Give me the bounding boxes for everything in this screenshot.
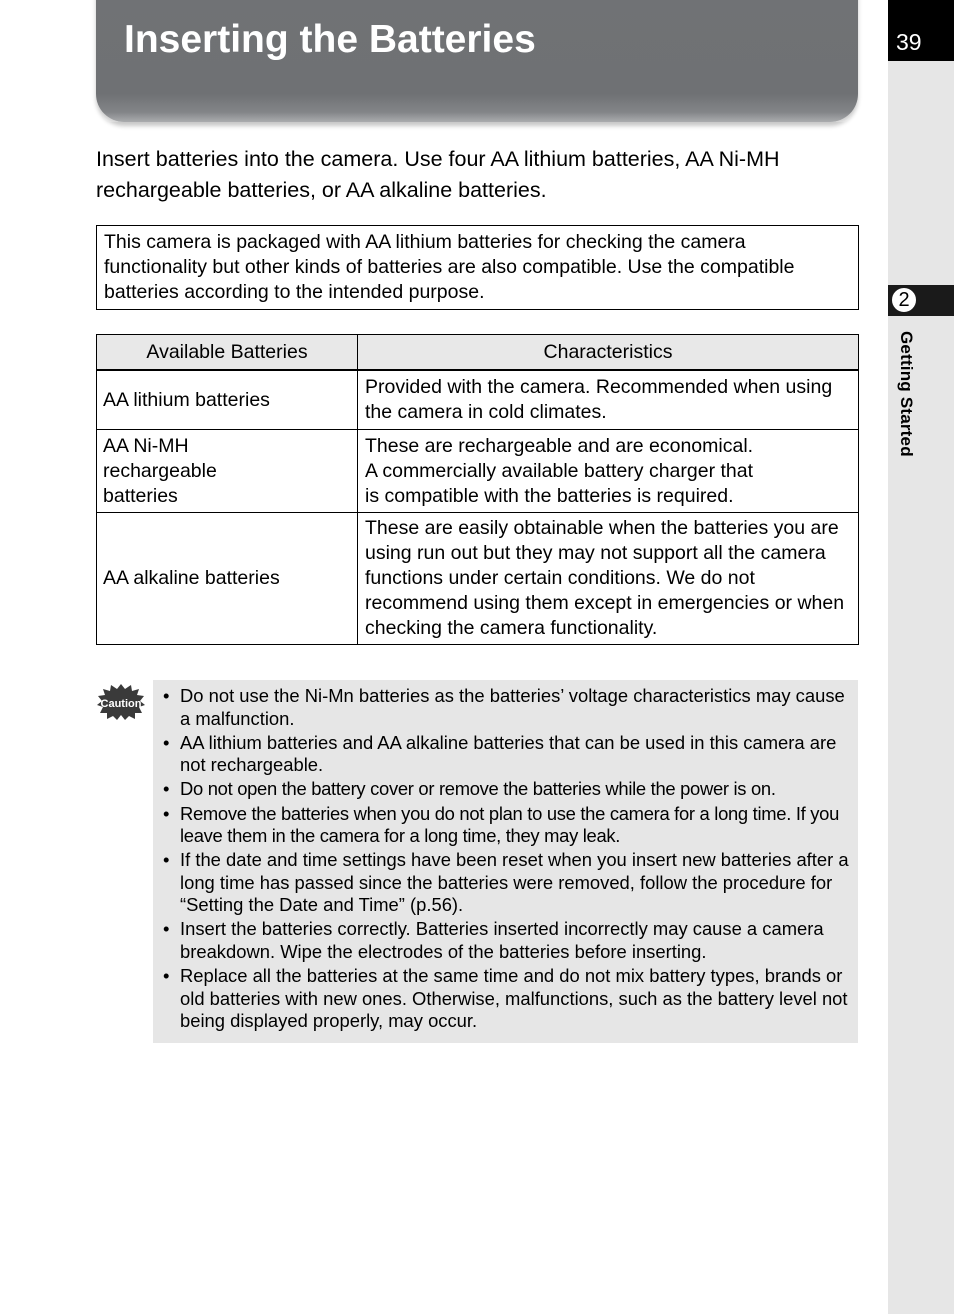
battery-name: AA alkaline batteries — [97, 513, 358, 645]
caution-item — [160, 803, 856, 848]
bullet: • — [163, 918, 170, 940]
page-title: Inserting the Batteries — [124, 18, 536, 61]
battery-table — [96, 334, 859, 645]
battery-name: AA lithium batteries — [97, 370, 358, 430]
battery-characteristics — [358, 513, 859, 645]
intro-paragraph: Insert batteries into the camera. Use four AA lithium batteries, AA Ni-MH rechargeable batteries, or AA alkaline batteries. — [96, 147, 780, 202]
caution-item — [160, 685, 856, 730]
characteristic-line: Provided with the camera. Recommended when using the camera in cold climates. — [365, 376, 833, 423]
note-box: This camera is packaged with AA lithium batteries for checking the camera functionality but other kinds of batteries are also compatible. Use the compatible batteries according to the intended purpose. — [96, 225, 859, 310]
table-row — [97, 370, 859, 430]
bullet: • — [163, 965, 170, 987]
caution-item — [160, 732, 856, 777]
caution-item-text: Replace all the batteries at the same time and do not mix battery types, brands or old batteries with new ones. Otherwise, malfunctions, such as the battery level not being displayed properly, may occur. — [180, 965, 848, 1032]
bullet: • — [163, 685, 170, 706]
characteristic-line: These are rechargeable and are economical. — [365, 434, 754, 457]
table-header-battery: Available Batteries — [97, 335, 358, 371]
characteristic-line: A commercially available battery charger that is compatible with the batteries is required. — [365, 459, 754, 507]
caution-icon — [97, 684, 145, 720]
table-header-characteristics: Characteristics — [358, 335, 859, 371]
caution-item-text: Insert the batteries correctly. Batteries inserted incorrectly may cause a camera breakdown. Wipe the electrodes of the batteries before inserting. — [180, 918, 824, 962]
caution-item — [160, 965, 856, 1033]
bullet: • — [163, 802, 170, 824]
page-number: 39 — [888, 0, 954, 61]
table-row — [97, 430, 859, 513]
chapter-label: Getting Started — [897, 331, 916, 457]
caution-list — [160, 685, 856, 1034]
battery-name: AA Ni-MH rechargeable batteries — [97, 430, 358, 513]
battery-characteristics — [358, 370, 859, 430]
table-row — [97, 513, 859, 645]
chapter-number: 2 — [891, 287, 917, 313]
caution-icon-label: Caution — [100, 698, 142, 710]
characteristic-line: These are easily obtainable when the batteries you are using run out but they may not support all the camera functions under certain conditions. We do not recommend using them except in emergencies or when checking the camera functionality. — [365, 517, 845, 639]
bullet: • — [163, 731, 170, 753]
caution-item-text: AA lithium batteries and AA alkaline batteries that can be used in this camera are not rechargeable. — [180, 731, 837, 776]
bullet: • — [163, 849, 170, 871]
caution-item-text: If the date and time settings have been reset when you insert new batteries after a long time has passed since the batteries were removed, follow the procedure for “Setting the Date and Time” (p.56). — [180, 849, 849, 916]
caution-item — [160, 849, 856, 917]
side-bar — [888, 0, 954, 1314]
table-header-row — [97, 335, 859, 371]
caution-item-text: Do not open the battery cover or remove the batteries while the power is on. — [180, 778, 776, 800]
caution-item — [160, 918, 856, 963]
caution-item-text: Remove the batteries when you do not plan to use the camera for a long time. If you leave them in the camera for a long time, they may leak. — [180, 802, 840, 847]
battery-characteristics — [358, 430, 859, 513]
bullet: • — [163, 778, 170, 800]
caution-item — [160, 778, 856, 801]
caution-item-text: Do not use the Ni-Mn batteries as the batteries’ voltage characteristics may cause a malfunction. — [180, 685, 845, 729]
